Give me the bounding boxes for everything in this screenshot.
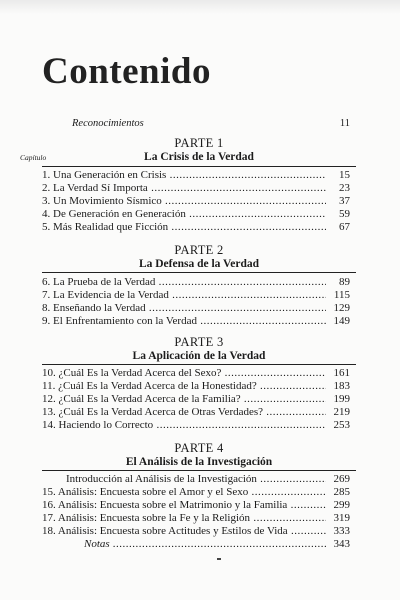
entry-title: 11. ¿Cuál Es la Verdad Acerca de la Honestidad? .....: [42, 380, 326, 393]
page-top-edge: [0, 0, 400, 14]
toc-entry: [42, 406, 356, 419]
toc-entry: [42, 195, 356, 208]
entry-title: Introducción al Análisis de la Investigación .....: [66, 473, 326, 486]
page-mark: [217, 558, 221, 560]
entry-title: 15. Análisis: Encuesta sobre el Amor y el Sexo .....: [42, 486, 326, 499]
entry-page: 115: [333, 289, 350, 301]
entry-title: 1. Una Generación en Crisis .....: [42, 169, 326, 182]
entry-page: 199: [333, 393, 350, 405]
part-divider: [42, 364, 356, 365]
entry-title: 7. La Evidencia de la Verdad .....: [42, 289, 326, 302]
entry-page: 269: [333, 473, 350, 485]
entry-title: 6. La Prueba de la Verdad .....: [42, 276, 326, 289]
part-label: PARTE 4: [174, 441, 224, 455]
entry-page: 319: [333, 512, 350, 524]
part-title: La Defensa de la Verdad: [138, 258, 260, 270]
entry-page: 67: [339, 221, 350, 233]
entry-page: 149: [333, 315, 350, 327]
entry-title: 2. La Verdad Sí Importa .....: [42, 182, 326, 195]
entry-title: 5. Más Realidad que Ficción .....: [42, 221, 326, 234]
entry-page: 285: [333, 486, 350, 498]
entry-title: 14. Haciendo lo Correcto .....: [42, 419, 326, 432]
entry-page: 219: [333, 406, 350, 418]
toc-entry: [42, 499, 356, 512]
toc-entry: [42, 525, 356, 538]
part-title: La Crisis de la Verdad: [144, 151, 254, 163]
toc-entry: [42, 169, 356, 182]
part-2-heading: [42, 243, 356, 271]
page-title: Contenido: [42, 51, 211, 92]
toc-entry: [42, 419, 356, 432]
toc-entry: [42, 393, 356, 406]
part-label: PARTE 1: [174, 136, 224, 150]
part-1-heading: [42, 136, 356, 164]
entry-page: 161: [333, 367, 350, 379]
acknowledgments-page: 11: [339, 118, 350, 129]
toc-entry: [42, 486, 356, 499]
entry-page: 183: [333, 380, 350, 392]
toc-entry: [42, 315, 356, 328]
part-4-heading: [42, 441, 356, 469]
toc-entry: [42, 276, 356, 289]
entry-page: 23: [339, 182, 350, 194]
part-label: PARTE 2: [174, 243, 224, 257]
toc-entry: [42, 208, 356, 221]
toc-entry: [42, 221, 356, 234]
entry-title: 13. ¿Cuál Es la Verdad Acerca de Otras Verdades? .....: [42, 406, 326, 419]
toc-entry: [42, 302, 356, 315]
toc-entry: [42, 473, 356, 486]
toc-entry: [42, 289, 356, 302]
entry-title: 9. El Enfrentamiento con la Verdad .....: [42, 315, 326, 328]
part-label: PARTE 3: [174, 335, 224, 349]
entry-page: 89: [339, 276, 350, 288]
entry-title: 8. Enseñando la Verdad .....: [42, 302, 326, 315]
chapter-column-label: Capítulo: [20, 153, 47, 162]
entry-page: 299: [333, 499, 350, 511]
entry-title: 18. Análisis: Encuesta sobre Actitudes y Estilos de Vida .....: [42, 525, 326, 538]
entry-title: 10. ¿Cuál Es la Verdad Acerca del Sexo? .....: [42, 367, 326, 380]
part-divider: [42, 272, 356, 273]
toc-entry: [42, 367, 356, 380]
entry-page: 343: [333, 538, 350, 550]
part-title: El Análisis de la Investigación: [125, 456, 273, 468]
part-divider: [42, 166, 356, 167]
part-divider: [42, 470, 356, 471]
toc-entry: [42, 380, 356, 393]
entry-page: 59: [339, 208, 350, 220]
toc-entry-notes: [42, 538, 356, 551]
entry-title: 3. Un Movimiento Sísmico .....: [42, 195, 326, 208]
entry-page: 37: [339, 195, 350, 207]
entry-title: 16. Análisis: Encuesta sobre el Matrimonio y la Familia .....: [42, 499, 326, 512]
entry-page: 333: [333, 525, 350, 537]
entry-page: 15: [339, 169, 350, 181]
part-3-heading: [42, 335, 356, 363]
entry-title: 12. ¿Cuál Es la Verdad Acerca de la Familia? .....: [42, 393, 326, 406]
toc-entry: [42, 512, 356, 525]
toc-entry: [42, 182, 356, 195]
entry-title: 4. De Generación en Generación .....: [42, 208, 326, 221]
entry-page: 253: [333, 419, 350, 431]
acknowledgments-label: Reconocimientos: [72, 118, 144, 129]
entry-title: Notas .....: [84, 538, 326, 551]
part-title: La Aplicación de la Verdad: [132, 350, 266, 362]
entry-title: 17. Análisis: Encuesta sobre la Fe y la Religión .....: [42, 512, 326, 525]
entry-page: 129: [333, 302, 350, 314]
